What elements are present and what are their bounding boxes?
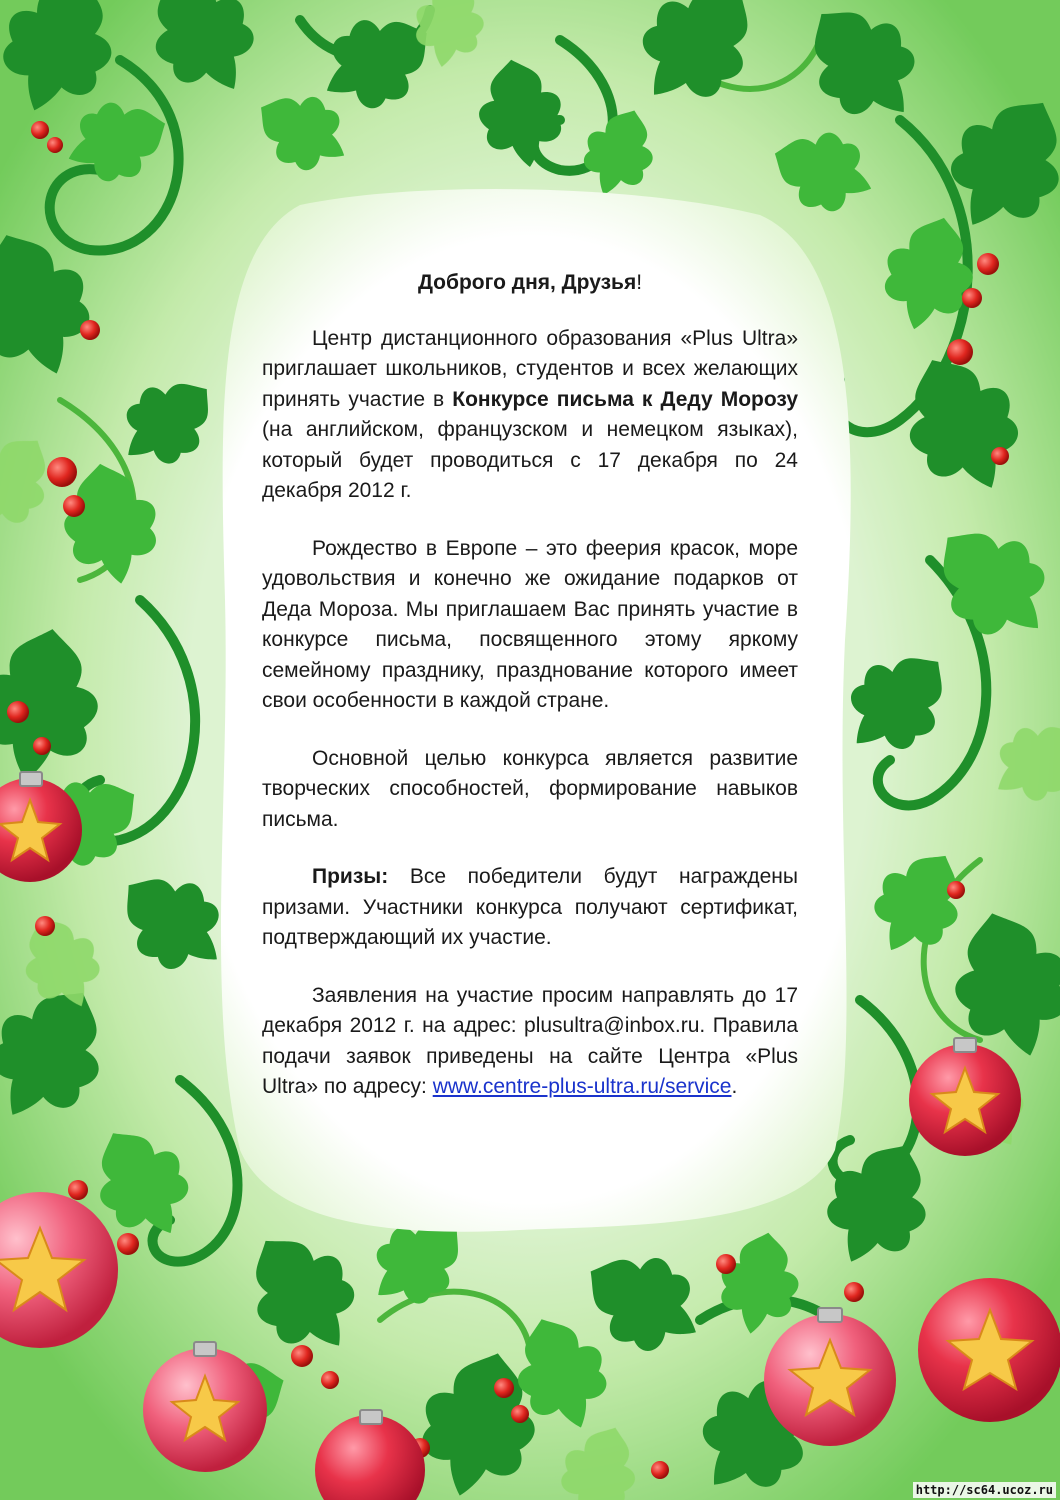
contest-name: Конкурсе письма к Деду Морозу [452,387,798,411]
intro-text-end: (на английском, французском и немецком языках), который будет проводиться с 17 декабря по 24 декабря 2012 г. [262,418,798,502]
greeting [262,268,798,299]
greeting-exclamation: ! [636,271,643,294]
intro-paragraph [262,324,798,507]
site-watermark: http://sc64.ucoz.ru [913,1482,1056,1498]
application-text: Заявления на участие просим направлять до 17 декабря 2012 г. на адрес: plusultra@inbox.ru. Правила подачи заявок приведены на сайте Центра «Plus Ultra» по адресу: [262,983,798,1098]
christmas-paragraph: Рождество в Европе – это феерия красок, море удовольствия и конечно же ожидание подарков от Деда Мороза. Мы приглашаем Вас принять участие в конкурсе письма, посвященного этому яркому семейному празднику, празднование которого имеет свои особенности в каждой стране. [262,536,798,712]
prizes-label: Призы: [312,865,389,888]
intro-text-start: Центр дистанционного образования «Plus Ultra» приглашает школьников, студентов и всех желающих принять участие в [262,326,798,411]
prizes-paragraph [262,862,798,954]
goal-paragraph: Основной целью конкурса является развитие творческих способностей, формирование навыков письма. [262,746,798,831]
application-paragraph [262,981,798,1103]
prizes-text: Все победители будут награждены призами. Участники конкурса получают сертификат, подтверждающий их участие. [262,865,798,949]
service-link[interactable]: www.centre-plus-ultra.ru/service [432,1075,732,1098]
greeting-text: Доброго дня, Друзья [417,271,637,294]
letter-body [262,268,798,1103]
application-end: . [731,1075,738,1098]
